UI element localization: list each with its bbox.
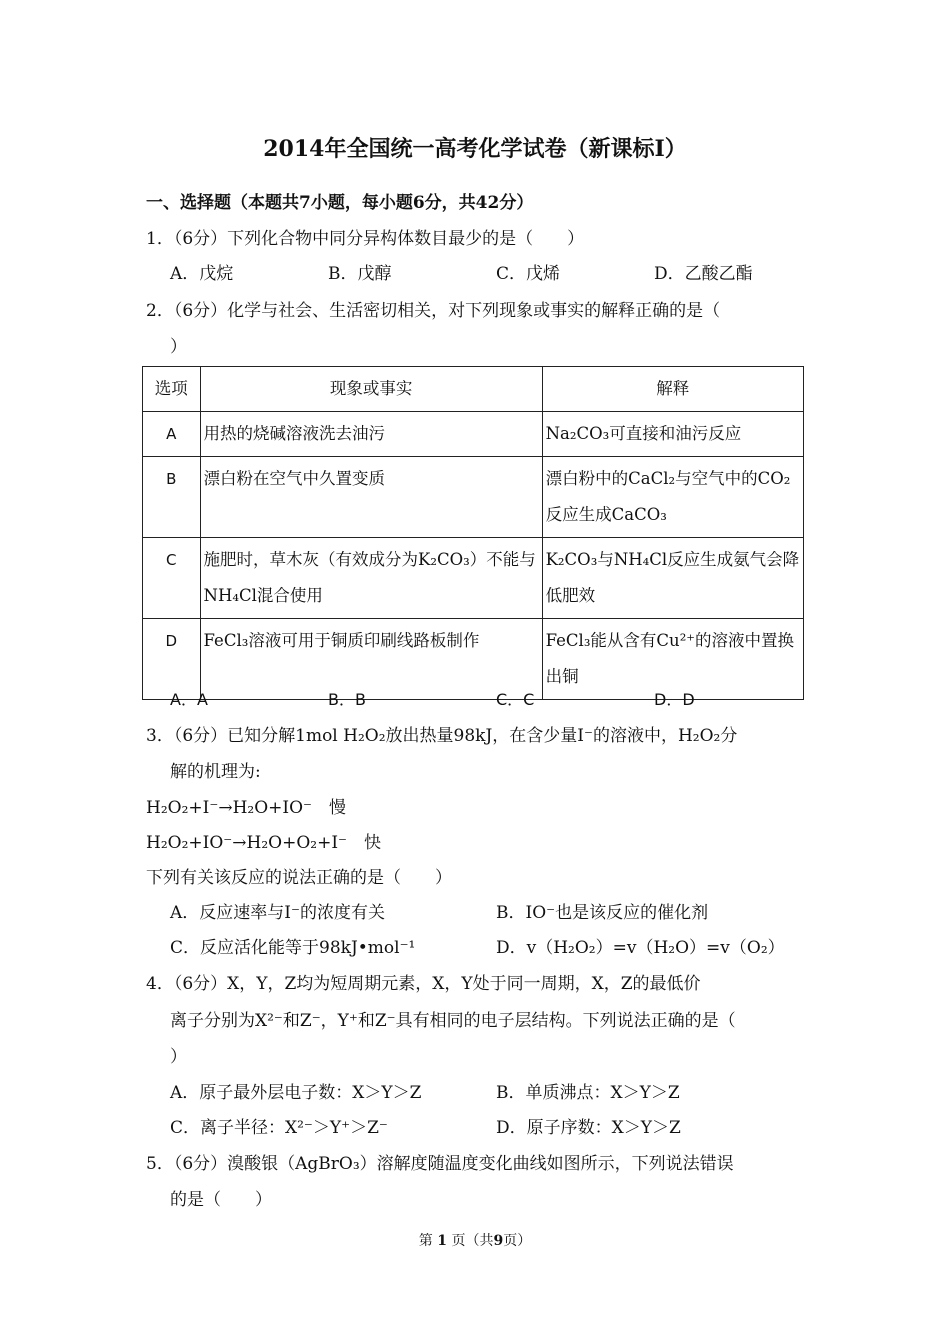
q2-option-d: D．D (654, 690, 695, 709)
header-fact: 现象或事实 (200, 367, 542, 412)
row-b-option: B (143, 457, 201, 538)
footer-prefix: 第 (418, 1233, 433, 1249)
table-row (143, 412, 804, 457)
page-footer (0, 1230, 950, 1250)
row-d-option: D (143, 619, 201, 700)
q2-option-b: B．B (328, 690, 366, 709)
q3-mechanism-step2: H₂O₂+IO⁻→H₂O+O₂+I⁻ 快 (146, 833, 382, 853)
q3-option-b: B．IO⁻也是该反应的催化剂 (496, 903, 709, 923)
q2-stem-line1: 2．（6分）化学与社会、生活密切相关，对下列现象或事实的解释正确的是（ (146, 301, 721, 321)
row-c-option: C (143, 538, 201, 619)
q1-option-c: C．戊烯 (496, 264, 561, 284)
q1-stem: 1．（6分）下列化合物中同分异构体数目最少的是（ ） (146, 229, 585, 249)
table-row (143, 619, 804, 700)
q2-table (142, 366, 804, 700)
row-a-explain: Na₂CO₃可直接和油污反应 (542, 412, 803, 457)
footer-total-pages: 9 (493, 1233, 504, 1249)
q1-option-b: B．戊醇 (328, 264, 392, 284)
row-c-fact: 施肥时，草木灰（有效成分为K₂CO₃）不能与NH₄Cl混合使用 (200, 538, 542, 619)
q5-stem-line1: 5．（6分）溴酸银（AgBrO₃）溶解度随温度变化曲线如图所示，下列说法错误 (146, 1154, 734, 1174)
q4-stem-line2: 离子分别为X²⁻和Z⁻，Y⁺和Z⁻具有相同的电子层结构。下列说法正确的是（ (170, 1011, 736, 1031)
q4-stem-line1: 4．（6分）X，Y，Z均为短周期元素，X，Y处于同一周期，X，Z的最低价 (146, 974, 701, 994)
q3-stem-line1: 3．（6分）已知分解1mol H₂O₂放出热量98kJ，在含少量I⁻的溶液中，H₂O₂分 (146, 726, 738, 746)
table-row (143, 538, 804, 619)
q1-option-d: D．乙酸乙酯 (654, 264, 753, 284)
q3-question: 下列有关该反应的说法正确的是（ ） (146, 868, 452, 888)
table-row (143, 457, 804, 538)
q4-option-a: A．原子最外层电子数：X＞Y＞Z (170, 1083, 422, 1103)
footer-suffix: 页） (503, 1233, 532, 1249)
row-a-option: A (143, 412, 201, 457)
q3-option-d: D．v（H₂O₂）=v（H₂O）=v（O₂） (496, 938, 785, 958)
q4-option-c: C．离子半径：X²⁻＞Y⁺＞Z⁻ (170, 1118, 388, 1138)
row-a-fact: 用热的烧碱溶液洗去油污 (200, 412, 542, 457)
section-heading: 一、选择题（本题共7小题，每小题6分，共42分） (146, 193, 534, 213)
q5-stem-line2: 的是（ ） (170, 1190, 272, 1210)
q4-option-d: D．原子序数：X＞Y＞Z (496, 1118, 681, 1138)
row-d-explain: FeCl₃能从含有Cu²⁺的溶液中置换出铜 (542, 619, 803, 700)
q4-option-b: B．单质沸点：X＞Y＞Z (496, 1083, 680, 1103)
q3-option-a: A．反应速率与I⁻的浓度有关 (170, 903, 385, 923)
row-d-fact: FeCl₃溶液可用于铜质印刷线路板制作 (200, 619, 542, 700)
header-explain: 解释 (542, 367, 803, 412)
q2-option-c: C．C (496, 690, 535, 709)
header-option: 选项 (143, 367, 201, 412)
row-b-explain: 漂白粉中的CaCl₂与空气中的CO₂反应生成CaCO₃ (542, 457, 803, 538)
q3-stem-line2: 解的机理为: (170, 762, 261, 782)
q1-option-a: A．戊烷 (170, 264, 234, 284)
row-b-fact: 漂白粉在空气中久置变质 (200, 457, 542, 538)
q4-stem-line3: ） (170, 1047, 187, 1067)
q3-mechanism-step1: H₂O₂+I⁻→H₂O+IO⁻ 慢 (146, 798, 347, 818)
q2-option-a: A．A (170, 690, 208, 709)
q3-option-c: C．反应活化能等于98kJ•mol⁻¹ (170, 938, 416, 958)
footer-middle: 页（共 (451, 1233, 494, 1249)
q2-stem-line2: ） (170, 337, 187, 357)
table-header-row (143, 367, 804, 412)
footer-page-number: 1 (437, 1233, 447, 1249)
page-title: 2014年全国统一高考化学试卷（新课标Ⅰ） (263, 136, 687, 162)
row-c-explain: K₂CO₃与NH₄Cl反应生成氨气会降低肥效 (542, 538, 803, 619)
